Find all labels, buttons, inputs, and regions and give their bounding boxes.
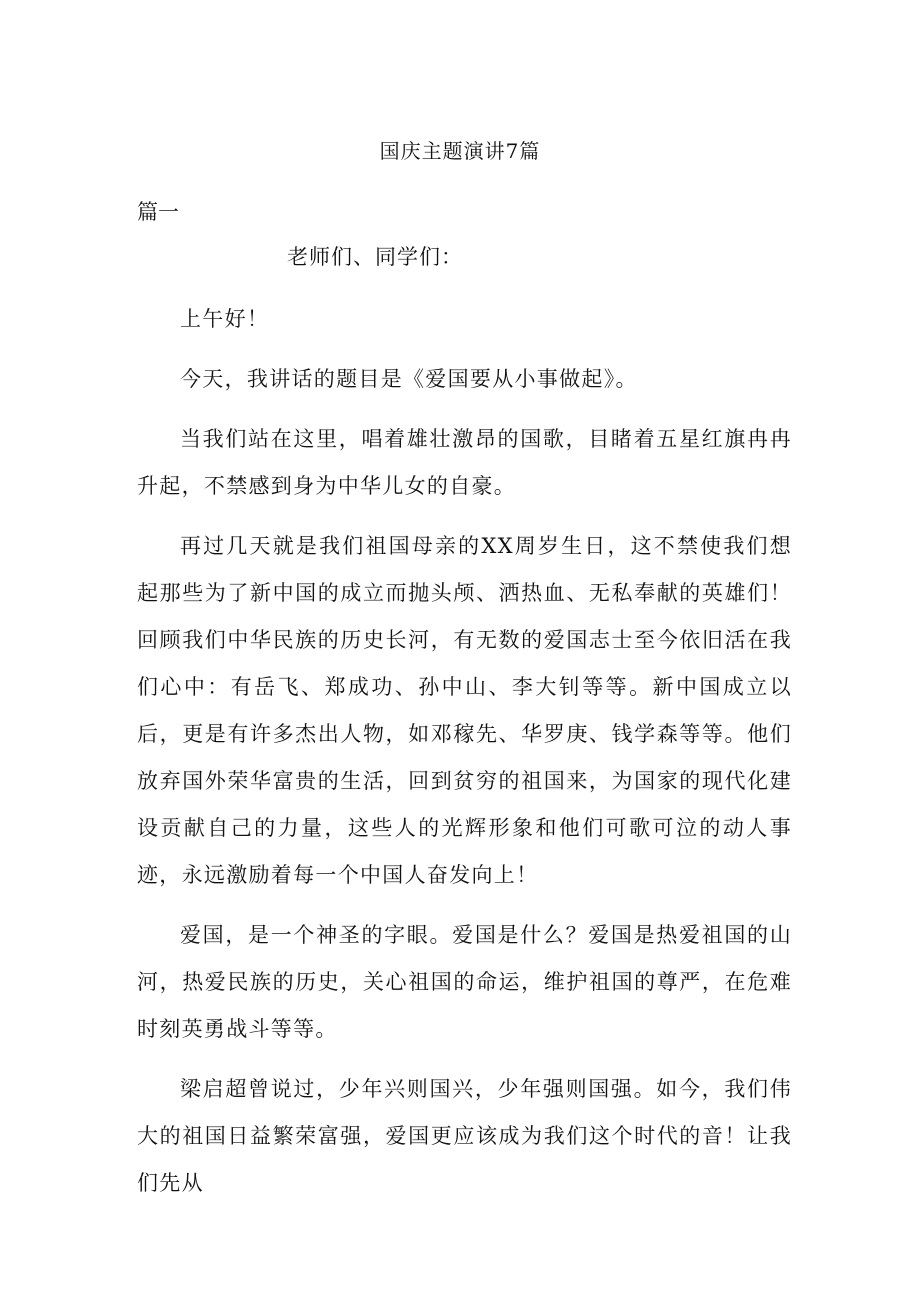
salutation: 老师们、同学们： [287, 245, 463, 269]
paragraph-topic: 今天，我讲话的题目是《爱国要从小事做起》。 [180, 367, 638, 391]
paragraph-greeting: 上午好！ [180, 307, 270, 331]
paragraph-patriotism: 爱国，是一个神圣的字眼。爱国是什么？爱国是热爱祖国的山河，热爱民族的历史，关心祖国的命运，维护祖国的尊严，在危难时刻英勇战斗等等。 [137, 923, 792, 1041]
paragraph-liang-qichao: 梁启超曾说过，少年兴则国兴，少年强则国强。如今，我们伟大的祖国日益繁荣富强，爱国更应该成为我们这个时代的音！让我们先从 [137, 1077, 792, 1195]
document-body [137, 296, 792, 1220]
paragraph-anthem: 当我们站在这里，唱着雄壮激昂的国歌，目睹着五星红旗冉冉升起，不禁感到身为中华儿女的自豪。 [137, 427, 792, 498]
document-title: 国庆主题演讲7篇 [379, 139, 541, 163]
paragraph-heroes: 再过几天就是我们祖国母亲的XX周岁生日，这不禁使我们想起那些为了新中国的成立而抛头颅、洒热血、无私奉献的英雄们！回顾我们中华民族的历史长河，有无数的爱国志士至今依旧活在我们心中：有岳飞、郑成功、孙中山、李大钊等等。新中国成立以后，更是有许多杰出人物，如邓稼先、华罗庚、钱学森等等。他们放弃国外荣华富贵的生活，回到贫穷的祖国来，为国家的现代化建设贡献自己的力量，这些人的光辉形象和他们可歌可泣的动人事迹，永远激励着每一个中国人奋发向上！ [137, 534, 792, 887]
section-heading: 篇一 [137, 200, 179, 224]
